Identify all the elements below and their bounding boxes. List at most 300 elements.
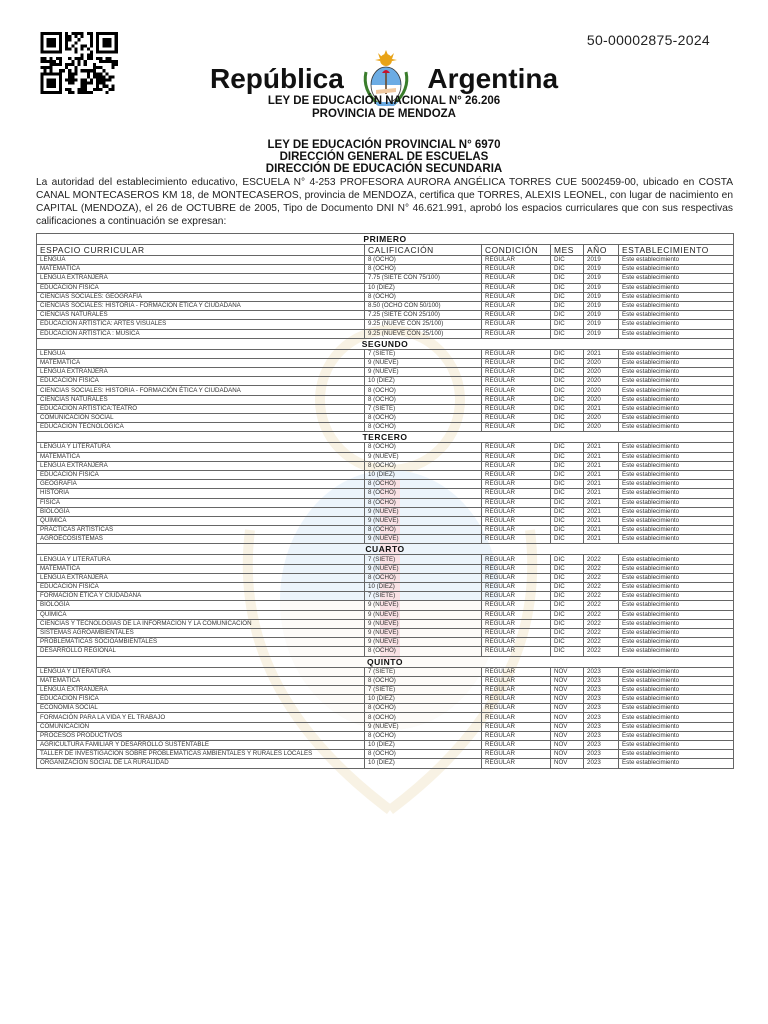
- table-row: [37, 647, 734, 656]
- title-right: Argentina: [427, 63, 559, 94]
- cell-month: DIC: [551, 592, 584, 601]
- table-row: [37, 256, 734, 265]
- cell-subject: LENGUA EXTRANJERA: [37, 461, 365, 470]
- cell-grade: 8 (OCHO): [365, 423, 482, 432]
- cell-year: 2019: [584, 283, 619, 292]
- cell-condition: REGULAR: [482, 750, 551, 759]
- table-row: [37, 713, 734, 722]
- cell-month: NOV: [551, 731, 584, 740]
- section-header: [37, 656, 734, 667]
- cell-year: 2021: [584, 498, 619, 507]
- cell-institution: Este establecimiento: [619, 274, 734, 283]
- table-row: [37, 676, 734, 685]
- cell-condition: REGULAR: [482, 320, 551, 329]
- cell-subject: FORMACIÓN ÉTICA Y CIUDADANA: [37, 592, 365, 601]
- cell-month: DIC: [551, 320, 584, 329]
- cell-month: DIC: [551, 274, 584, 283]
- cell-month: DIC: [551, 311, 584, 320]
- cell-institution: Este establecimiento: [619, 610, 734, 619]
- cell-institution: Este establecimiento: [619, 759, 734, 768]
- cell-grade: 7 (SIETE): [365, 349, 482, 358]
- cell-condition: REGULAR: [482, 452, 551, 461]
- cell-institution: Este establecimiento: [619, 480, 734, 489]
- cell-subject: LENGUA EXTRANJERA: [37, 685, 365, 694]
- cell-condition: REGULAR: [482, 274, 551, 283]
- cell-year: 2021: [584, 516, 619, 525]
- table-row: [37, 516, 734, 525]
- law-national: LEY DE EDUCACIÓN NACIONAL N° 26.206: [267, 95, 501, 107]
- cell-institution: Este establecimiento: [619, 507, 734, 516]
- column-header-condition: CONDICIÓN: [482, 245, 551, 256]
- cell-condition: REGULAR: [482, 423, 551, 432]
- cell-year: 2021: [584, 349, 619, 358]
- table-row: [37, 265, 734, 274]
- cell-month: DIC: [551, 555, 584, 564]
- cell-month: DIC: [551, 601, 584, 610]
- cell-condition: REGULAR: [482, 731, 551, 740]
- table-row: [37, 452, 734, 461]
- table-row: [37, 414, 734, 423]
- cell-grade: 8.50 (OCHO CON 50/100): [365, 301, 482, 310]
- cell-month: DIC: [551, 283, 584, 292]
- cell-month: NOV: [551, 759, 584, 768]
- cell-subject: LENGUA: [37, 256, 365, 265]
- cell-institution: Este establecimiento: [619, 498, 734, 507]
- cell-institution: Este establecimiento: [619, 619, 734, 628]
- table-row: [37, 423, 734, 432]
- cell-year: 2021: [584, 452, 619, 461]
- table-row: [37, 526, 734, 535]
- cell-subject: DESARROLLO REGIONAL: [37, 647, 365, 656]
- cell-month: DIC: [551, 395, 584, 404]
- cell-grade: 9 (NUEVE): [365, 638, 482, 647]
- cell-grade: 9 (NUEVE): [365, 535, 482, 544]
- cell-year: 2019: [584, 292, 619, 301]
- cell-subject: MATEMÁTICA: [37, 358, 365, 367]
- cell-subject: PRÁCTICAS ARTÍSTICAS: [37, 526, 365, 535]
- cell-condition: REGULAR: [482, 292, 551, 301]
- table-row: [37, 489, 734, 498]
- cell-month: DIC: [551, 292, 584, 301]
- cell-condition: REGULAR: [482, 695, 551, 704]
- cell-grade: 10 (DIEZ): [365, 283, 482, 292]
- secondary-direction: DIRECCIÓN DE EDUCACIÓN SECUNDARIA: [265, 163, 503, 175]
- table-row: [37, 583, 734, 592]
- law-provincial-block: [0, 139, 768, 175]
- cell-year: 2022: [584, 647, 619, 656]
- cell-institution: Este establecimiento: [619, 377, 734, 386]
- cell-condition: REGULAR: [482, 573, 551, 582]
- cell-month: DIC: [551, 470, 584, 479]
- table-row: [37, 667, 734, 676]
- cell-year: 2023: [584, 667, 619, 676]
- cell-condition: REGULAR: [482, 676, 551, 685]
- cell-grade: 8 (OCHO): [365, 676, 482, 685]
- cell-institution: Este establecimiento: [619, 358, 734, 367]
- grades-table: [36, 233, 734, 769]
- cell-condition: REGULAR: [482, 619, 551, 628]
- cell-month: DIC: [551, 507, 584, 516]
- cell-subject: LENGUA EXTRANJERA: [37, 368, 365, 377]
- cell-year: 2021: [584, 480, 619, 489]
- cell-year: 2019: [584, 256, 619, 265]
- cell-year: 2021: [584, 526, 619, 535]
- cell-subject: LENGUA Y LITERATURA: [37, 667, 365, 676]
- cell-grade: 8 (OCHO): [365, 292, 482, 301]
- cell-condition: REGULAR: [482, 601, 551, 610]
- cell-month: DIC: [551, 638, 584, 647]
- cell-year: 2021: [584, 461, 619, 470]
- cell-month: NOV: [551, 741, 584, 750]
- cell-grade: 9.25 (NUEVE CON 25/100): [365, 320, 482, 329]
- cell-month: NOV: [551, 685, 584, 694]
- cell-condition: REGULAR: [482, 265, 551, 274]
- cell-institution: Este establecimiento: [619, 583, 734, 592]
- section-header: [37, 544, 734, 555]
- cell-subject: BIOLOGÍA: [37, 507, 365, 516]
- cell-year: 2019: [584, 329, 619, 338]
- column-header-year: AÑO: [584, 245, 619, 256]
- cell-subject: QUÍMICA: [37, 516, 365, 525]
- cell-institution: Este establecimiento: [619, 685, 734, 694]
- cell-grade: 10 (DIEZ): [365, 759, 482, 768]
- cell-institution: Este establecimiento: [619, 516, 734, 525]
- cell-grade: 9 (NUEVE): [365, 358, 482, 367]
- cell-institution: Este establecimiento: [619, 638, 734, 647]
- table-row: [37, 638, 734, 647]
- cell-subject: EDUCACIÓN FÍSICA: [37, 583, 365, 592]
- cell-month: NOV: [551, 676, 584, 685]
- cell-institution: Este establecimiento: [619, 349, 734, 358]
- cell-institution: Este establecimiento: [619, 443, 734, 452]
- cell-subject: AGRICULTURA FAMILIAR Y DESARROLLO SUSTENTABLE: [37, 741, 365, 750]
- cell-institution: Este establecimiento: [619, 423, 734, 432]
- section-title: PRIMERO: [37, 234, 734, 245]
- cell-grade: 10 (DIEZ): [365, 470, 482, 479]
- cell-year: 2021: [584, 507, 619, 516]
- table-row: [37, 685, 734, 694]
- cell-month: DIC: [551, 256, 584, 265]
- cell-grade: 8 (OCHO): [365, 461, 482, 470]
- cell-year: 2023: [584, 685, 619, 694]
- cell-grade: 8 (OCHO): [365, 414, 482, 423]
- cell-condition: REGULAR: [482, 507, 551, 516]
- cell-subject: SISTEMAS AGROAMBIENTALES: [37, 628, 365, 637]
- section-title: TERCERO: [37, 432, 734, 443]
- cell-subject: LENGUA Y LITERATURA: [37, 443, 365, 452]
- table-row: [37, 349, 734, 358]
- cell-month: DIC: [551, 489, 584, 498]
- cell-year: 2021: [584, 443, 619, 452]
- table-row: [37, 704, 734, 713]
- cell-subject: LENGUA: [37, 349, 365, 358]
- cell-grade: 8 (OCHO): [365, 386, 482, 395]
- cell-institution: Este establecimiento: [619, 592, 734, 601]
- cell-condition: REGULAR: [482, 592, 551, 601]
- cell-month: DIC: [551, 404, 584, 413]
- cell-year: 2023: [584, 704, 619, 713]
- cell-month: NOV: [551, 704, 584, 713]
- cell-subject: EDUCACIÓN ARTÍSTICA : MÚSICA: [37, 329, 365, 338]
- cell-grade: 7 (SIETE): [365, 404, 482, 413]
- cell-condition: REGULAR: [482, 535, 551, 544]
- cell-year: 2023: [584, 722, 619, 731]
- cell-grade: 7 (SIETE): [365, 592, 482, 601]
- cell-condition: REGULAR: [482, 368, 551, 377]
- cell-month: DIC: [551, 516, 584, 525]
- cell-month: DIC: [551, 443, 584, 452]
- table-row: [37, 555, 734, 564]
- cell-year: 2022: [584, 601, 619, 610]
- title-left: República: [209, 63, 344, 94]
- cell-month: NOV: [551, 695, 584, 704]
- cell-month: DIC: [551, 377, 584, 386]
- cell-institution: Este establecimiento: [619, 750, 734, 759]
- cell-condition: REGULAR: [482, 526, 551, 535]
- cell-grade: 10 (DIEZ): [365, 741, 482, 750]
- cell-condition: REGULAR: [482, 358, 551, 367]
- cell-institution: Este establecimiento: [619, 489, 734, 498]
- cell-year: 2020: [584, 368, 619, 377]
- cell-year: 2020: [584, 414, 619, 423]
- cell-institution: Este establecimiento: [619, 292, 734, 301]
- cell-grade: 9.25 (NUEVE CON 25/100): [365, 329, 482, 338]
- cell-institution: Este establecimiento: [619, 564, 734, 573]
- cell-grade: 9 (NUEVE): [365, 610, 482, 619]
- cell-grade: 9 (NUEVE): [365, 516, 482, 525]
- cell-condition: REGULAR: [482, 759, 551, 768]
- table-row: [37, 722, 734, 731]
- column-header-grade: CALIFICACIÓN: [365, 245, 482, 256]
- column-header-institution: ESTABLECIMIENTO: [619, 245, 734, 256]
- cell-month: DIC: [551, 301, 584, 310]
- cell-condition: REGULAR: [482, 329, 551, 338]
- cell-year: 2023: [584, 676, 619, 685]
- cell-grade: 10 (DIEZ): [365, 583, 482, 592]
- cell-subject: QUÍMICA: [37, 610, 365, 619]
- cell-grade: 7 (SIETE): [365, 685, 482, 694]
- cell-condition: REGULAR: [482, 404, 551, 413]
- cell-subject: PROBLEMÁTICAS SOCIOAMBIENTALES: [37, 638, 365, 647]
- cell-month: NOV: [551, 667, 584, 676]
- cell-grade: 8 (OCHO): [365, 647, 482, 656]
- cell-subject: LENGUA EXTRANJERA: [37, 274, 365, 283]
- cell-year: 2023: [584, 695, 619, 704]
- cell-institution: Este establecimiento: [619, 741, 734, 750]
- cell-subject: CIENCIAS NATURALES: [37, 395, 365, 404]
- table-row: [37, 628, 734, 637]
- cell-condition: REGULAR: [482, 283, 551, 292]
- cell-condition: REGULAR: [482, 667, 551, 676]
- table-row: [37, 695, 734, 704]
- cell-year: 2022: [584, 555, 619, 564]
- cell-grade: 8 (OCHO): [365, 498, 482, 507]
- cell-year: 2023: [584, 741, 619, 750]
- cell-year: 2023: [584, 750, 619, 759]
- cell-month: DIC: [551, 480, 584, 489]
- cell-month: NOV: [551, 722, 584, 731]
- cell-condition: REGULAR: [482, 555, 551, 564]
- cell-subject: EDUCACIÓN FÍSICA: [37, 470, 365, 479]
- cell-institution: Este establecimiento: [619, 395, 734, 404]
- cell-institution: Este establecimiento: [619, 265, 734, 274]
- cell-subject: MATEMÁTICA: [37, 676, 365, 685]
- cell-condition: REGULAR: [482, 461, 551, 470]
- cell-condition: REGULAR: [482, 395, 551, 404]
- cell-subject: MATEMÁTICA: [37, 265, 365, 274]
- general-direction: DIRECCIÓN GENERAL DE ESCUELAS: [279, 151, 489, 163]
- cell-institution: Este establecimiento: [619, 320, 734, 329]
- cell-grade: 8 (OCHO): [365, 713, 482, 722]
- cell-year: 2023: [584, 731, 619, 740]
- cell-grade: 8 (OCHO): [365, 395, 482, 404]
- table-row: [37, 292, 734, 301]
- cell-condition: REGULAR: [482, 301, 551, 310]
- cell-subject: EDUCACIÓN TECNOLÓGICA: [37, 423, 365, 432]
- cell-subject: CIENCIAS Y TECNOLOGÍAS DE LA INFORMACIÓN Y LA COMUNICACIÓN: [37, 619, 365, 628]
- cell-year: 2022: [584, 610, 619, 619]
- cell-institution: Este establecimiento: [619, 329, 734, 338]
- cell-year: 2021: [584, 535, 619, 544]
- cell-subject: LENGUA Y LITERATURA: [37, 555, 365, 564]
- table-row: [37, 329, 734, 338]
- cell-month: DIC: [551, 423, 584, 432]
- cell-subject: EDUCACIÓN FÍSICA: [37, 283, 365, 292]
- cell-month: DIC: [551, 619, 584, 628]
- table-row: [37, 443, 734, 452]
- table-row: [37, 610, 734, 619]
- cell-grade: 8 (OCHO): [365, 731, 482, 740]
- cell-year: 2020: [584, 358, 619, 367]
- cell-condition: REGULAR: [482, 311, 551, 320]
- cell-subject: PROCESOS PRODUCTIVOS: [37, 731, 365, 740]
- cell-subject: EDUCACIÓN ARTÍSTICA: ARTES VISUALES: [37, 320, 365, 329]
- table-row: [37, 601, 734, 610]
- cell-grade: 9 (NUEVE): [365, 722, 482, 731]
- table-row: [37, 377, 734, 386]
- cell-year: 2022: [584, 628, 619, 637]
- table-row: [37, 759, 734, 768]
- cell-condition: REGULAR: [482, 386, 551, 395]
- cell-grade: 8 (OCHO): [365, 704, 482, 713]
- cell-condition: REGULAR: [482, 583, 551, 592]
- cell-subject: FORMACIÓN PARA LA VIDA Y EL TRABAJO: [37, 713, 365, 722]
- cell-year: 2022: [584, 573, 619, 582]
- law-national-block: [0, 95, 768, 121]
- cell-condition: REGULAR: [482, 377, 551, 386]
- cell-institution: Este establecimiento: [619, 526, 734, 535]
- cell-month: DIC: [551, 535, 584, 544]
- cell-institution: Este establecimiento: [619, 704, 734, 713]
- cell-grade: 7.75 (SIETE CON 75/100): [365, 274, 482, 283]
- cell-year: 2020: [584, 386, 619, 395]
- cell-grade: 9 (NUEVE): [365, 601, 482, 610]
- cell-grade: 8 (OCHO): [365, 480, 482, 489]
- table-row: [37, 535, 734, 544]
- cell-subject: ORGANIZACIÓN SOCIAL DE LA RURALIDAD: [37, 759, 365, 768]
- cell-grade: 8 (OCHO): [365, 750, 482, 759]
- table-row: [37, 480, 734, 489]
- cell-institution: Este establecimiento: [619, 256, 734, 265]
- cell-grade: 10 (DIEZ): [365, 377, 482, 386]
- table-row: [37, 470, 734, 479]
- cell-grade: 7 (SIETE): [365, 667, 482, 676]
- cell-subject: LENGUA EXTRANJERA: [37, 573, 365, 582]
- cell-subject: TALLER DE INVESTIGACIÓN SOBRE PROBLEMÁTICAS AMBIENTALES Y RURALES LOCALES: [37, 750, 365, 759]
- cell-condition: REGULAR: [482, 443, 551, 452]
- cell-subject: EDUCACIÓN FÍSICA: [37, 695, 365, 704]
- cell-month: DIC: [551, 564, 584, 573]
- table-row: [37, 731, 734, 740]
- cell-year: 2020: [584, 423, 619, 432]
- cell-month: DIC: [551, 498, 584, 507]
- cell-institution: Este establecimiento: [619, 368, 734, 377]
- cell-subject: CIENCIAS SOCIALES: HISTORIA - FORMACIÓN ÉTICA Y CIUDADANA: [37, 386, 365, 395]
- table-row: [37, 564, 734, 573]
- cell-condition: REGULAR: [482, 414, 551, 423]
- cell-condition: REGULAR: [482, 628, 551, 637]
- table-row: [37, 573, 734, 582]
- cell-grade: 7.25 (SIETE CON 25/100): [365, 311, 482, 320]
- cell-institution: Este establecimiento: [619, 301, 734, 310]
- cell-institution: Este establecimiento: [619, 535, 734, 544]
- cell-month: DIC: [551, 461, 584, 470]
- cell-institution: Este establecimiento: [619, 713, 734, 722]
- cell-month: DIC: [551, 386, 584, 395]
- table-row: [37, 461, 734, 470]
- cell-condition: REGULAR: [482, 610, 551, 619]
- cell-institution: Este establecimiento: [619, 404, 734, 413]
- cell-institution: Este establecimiento: [619, 676, 734, 685]
- cell-year: 2022: [584, 564, 619, 573]
- cell-subject: FÍSICA: [37, 498, 365, 507]
- cell-subject: COMUNICACIÓN SOCIAL: [37, 414, 365, 423]
- cell-subject: CIENCIAS NATURALES: [37, 311, 365, 320]
- table-row: [37, 283, 734, 292]
- cell-grade: 9 (NUEVE): [365, 619, 482, 628]
- cell-institution: Este establecimiento: [619, 695, 734, 704]
- document-number: 50-00002875-2024: [586, 32, 710, 48]
- cell-institution: Este establecimiento: [619, 601, 734, 610]
- cell-year: 2020: [584, 395, 619, 404]
- certification-text: La autoridad del establecimiento educativo, ESCUELA N° 4-253 PROFESORA AURORA ANGÉLICA TORRES CUE 5002459-00, ubicado en COSTA CANAL MONTECASEROS KM 18, de MONTECASEROS, provincia de MENDOZA, certifica que TORRES, ALEXIS LEONEL, con lugar de nacimiento en CAPITAL (MENDOZA), el 26 de OCTUBRE de 2005, Tipo de Documento DNI N° 46.621.991, aprobó los espacios curriculares que con sus respectivas calificaciones a continuación se expresan:: [36, 177, 733, 227]
- cell-institution: Este establecimiento: [619, 667, 734, 676]
- cell-condition: REGULAR: [482, 470, 551, 479]
- cell-month: NOV: [551, 713, 584, 722]
- cell-grade: 8 (OCHO): [365, 526, 482, 535]
- cell-condition: REGULAR: [482, 685, 551, 694]
- cell-year: 2019: [584, 265, 619, 274]
- section-title: CUARTO: [37, 544, 734, 555]
- cell-year: 2021: [584, 404, 619, 413]
- cell-subject: CIENCIAS SOCIALES: HISTORIA - FORMACIÓN ÉTICA Y CIUDADANA: [37, 301, 365, 310]
- cell-subject: CIENCIAS SOCIALES: GEOGRAFÍA: [37, 292, 365, 301]
- cell-subject: COMUNICACIÓN: [37, 722, 365, 731]
- cell-grade: 8 (OCHO): [365, 265, 482, 274]
- cell-month: DIC: [551, 526, 584, 535]
- cell-year: 2023: [584, 713, 619, 722]
- cell-condition: REGULAR: [482, 480, 551, 489]
- cell-institution: Este establecimiento: [619, 555, 734, 564]
- cell-month: DIC: [551, 583, 584, 592]
- cell-condition: REGULAR: [482, 349, 551, 358]
- table-row: [37, 395, 734, 404]
- cell-grade: 8 (OCHO): [365, 443, 482, 452]
- cell-month: DIC: [551, 573, 584, 582]
- cell-subject: HISTORIA: [37, 489, 365, 498]
- cell-condition: REGULAR: [482, 516, 551, 525]
- section-header: [37, 432, 734, 443]
